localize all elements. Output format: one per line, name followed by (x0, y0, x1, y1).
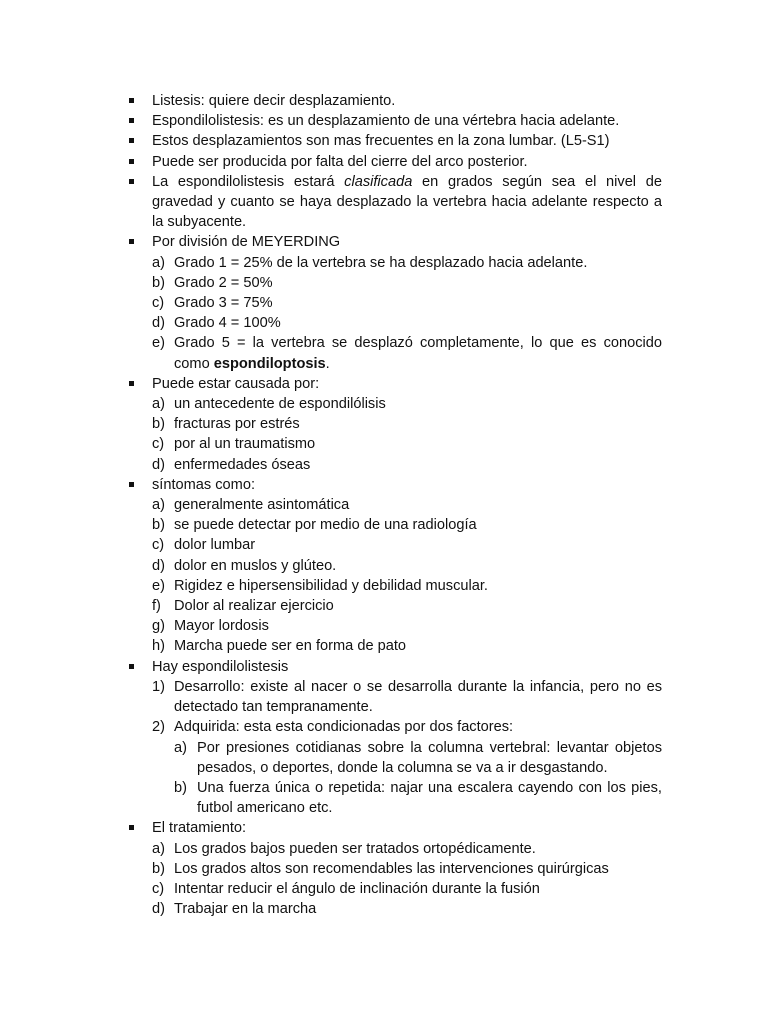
item-text: Puede ser producida por falta del cierre del arco posterior. (152, 153, 528, 170)
list-marker: b) (152, 517, 165, 534)
item-text: Desarrollo: existe al nacer o se desarrolla durante la infancia, pero no es detectado tan tempranamente. (174, 678, 662, 716)
list-marker: b) (152, 274, 165, 291)
item-text: Dolor al realizar ejercicio (174, 598, 334, 615)
list-item (128, 394, 662, 414)
item-text: Listesis: quiere decir desplazamiento. (152, 93, 396, 109)
item-text: Puede estar causada por: (152, 375, 320, 392)
list-marker: a) (152, 840, 165, 857)
item-text-part: en grados según sea el nivel de gravedad y cuanto se haya desplazado la vertebra hacia adelante respecto a la subyacente. (152, 173, 662, 231)
item-text: Adquirida: esta esta condicionadas por dos factores: (174, 719, 514, 736)
bullet-item (128, 232, 662, 252)
bullet-item (128, 131, 662, 151)
item-text: Por presiones cotidianas sobre la columna vertebral: levantar objetos pesados, o deportes, donde la columna se va a ir desgastando. (197, 739, 662, 776)
list-item (128, 313, 662, 333)
item-text: Los grados bajos pueden ser tratados ortopédicamente. (174, 840, 536, 857)
item-text: un antecedente de espondilólisis (174, 396, 386, 413)
item-text-part: Grado 5 = la vertebra se desplazó completamente, lo que es conocido como (174, 335, 662, 372)
item-text (152, 172, 662, 233)
nested-list-item (128, 778, 662, 818)
list-item (128, 414, 662, 434)
list-marker: e) (152, 335, 165, 352)
list-marker: h) (152, 638, 165, 655)
bullet-item (128, 475, 662, 495)
item-text: se puede detectar por medio de una radiología (174, 517, 477, 534)
list-marker: c) (152, 295, 165, 312)
list-marker: b) (174, 779, 187, 796)
bullet-item (128, 91, 662, 111)
item-text (174, 333, 662, 373)
item-text: Grado 3 = 75% (174, 295, 273, 312)
list-marker: a) (152, 497, 165, 514)
list-item (128, 596, 662, 616)
bullet-item (128, 172, 662, 233)
list-marker: b) (152, 860, 165, 877)
list-marker: d) (152, 456, 165, 473)
list-item (128, 859, 662, 879)
item-text: El tratamiento: (152, 820, 247, 837)
item-text: Hay espondilolistesis (152, 658, 289, 675)
item-text: Grado 4 = 100% (174, 315, 281, 332)
list-item (128, 717, 662, 737)
list-marker: c) (152, 880, 165, 897)
list-marker: d) (152, 315, 165, 332)
item-text: Intentar reducir el ángulo de inclinación durante la fusión (174, 880, 540, 897)
item-text: Grado 2 = 50% (174, 274, 273, 291)
item-text: Marcha puede ser en forma de pato (174, 638, 407, 655)
item-text: Grado 1 = 25% de la vertebra se ha desplazado hacia adelante. (174, 254, 588, 271)
item-text: Espondilolistesis: es un desplazamiento de una vértebra hacia adelante. (152, 113, 620, 130)
list-item (128, 455, 662, 475)
list-item (128, 535, 662, 555)
list-marker: 2) (152, 719, 165, 736)
list-item (128, 879, 662, 899)
list-marker: a) (174, 739, 187, 756)
list-marker: a) (152, 254, 165, 271)
list-item (128, 677, 662, 717)
list-marker: 1) (152, 678, 165, 695)
bullet-item (128, 818, 662, 838)
item-text: enfermedades óseas (174, 456, 311, 473)
list-item (128, 495, 662, 515)
bold-term: espondiloptosis (213, 355, 326, 372)
item-text: fracturas por estrés (174, 416, 300, 433)
item-text: Rigidez e hipersensibilidad y debilidad muscular. (174, 577, 488, 594)
item-text: Estos desplazamientos son mas frecuentes en la zona lumbar. (L5-S1) (152, 133, 610, 150)
nested-list-item (128, 738, 662, 778)
item-text-part: La espondilolistesis estará (152, 173, 345, 190)
item-text: dolor lumbar (174, 537, 256, 554)
item-text: Por división de MEYERDING (152, 234, 341, 251)
emphasized-term: clasificada (344, 173, 413, 190)
bullet-item (128, 657, 662, 677)
list-marker: f) (152, 598, 161, 615)
list-item (128, 515, 662, 535)
list-marker: g) (152, 618, 165, 635)
list-marker: e) (152, 577, 165, 594)
list-item (128, 434, 662, 454)
item-text: Mayor lordosis (174, 618, 269, 635)
item-text-part: . (325, 355, 330, 372)
list-item (128, 899, 662, 919)
list-item (128, 636, 662, 656)
list-item (128, 616, 662, 636)
list-item (128, 556, 662, 576)
bullet-item (128, 152, 662, 172)
list-marker: d) (152, 557, 165, 574)
item-text: dolor en muslos y glúteo. (174, 557, 337, 574)
list-marker: b) (152, 416, 165, 433)
list-item (128, 333, 662, 373)
bullet-item (128, 374, 662, 394)
item-text: Una fuerza única o repetida: najar una escalera cayendo con los pies, futbol americano etc. (197, 779, 662, 817)
item-text: Trabajar en la marcha (174, 901, 317, 918)
document-body (128, 91, 662, 919)
list-item (128, 839, 662, 859)
list-item (128, 253, 662, 273)
list-marker: c) (152, 436, 165, 453)
list-item (128, 273, 662, 293)
list-marker: d) (152, 901, 165, 918)
list-item (128, 576, 662, 596)
list-marker: c) (152, 537, 165, 554)
list-marker: a) (152, 396, 165, 413)
bullet-item (128, 111, 662, 131)
item-text: generalmente asintomática (174, 497, 350, 514)
item-text: Los grados altos son recomendables las intervenciones quirúrgicas (174, 860, 609, 877)
item-text: por al un traumatismo (174, 436, 316, 453)
list-item (128, 293, 662, 313)
item-text: síntomas como: (152, 476, 256, 493)
